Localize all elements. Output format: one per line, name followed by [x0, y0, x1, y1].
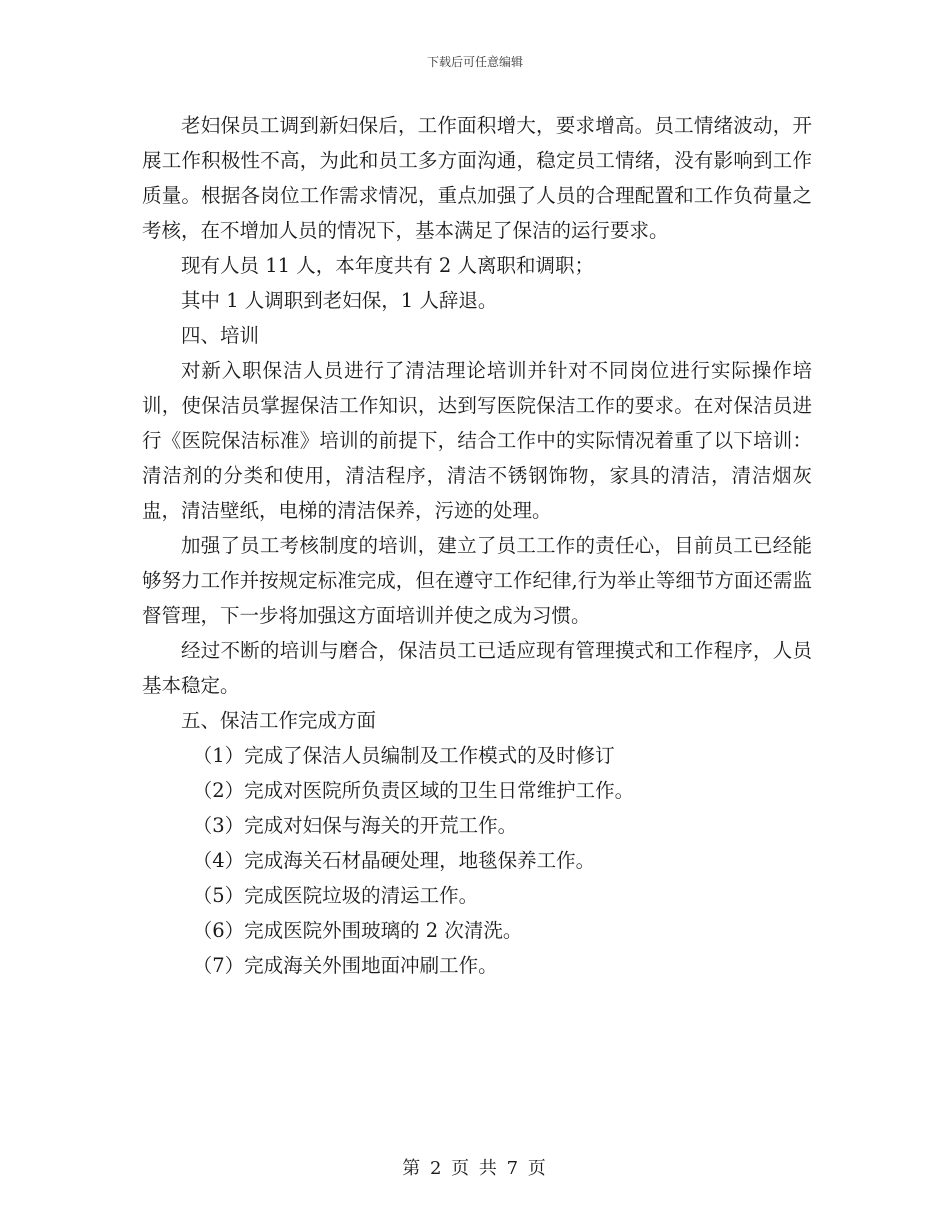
list-item: （5）完成医院垃圾的清运工作。: [192, 884, 479, 907]
document-body: [142, 108, 812, 983]
paragraph-assessment-training: 加强了员工考核制度的培训，建立了员工工作的责任心，目前员工已经能够努力工作并按规定标准完成，但在遵守工作纪律,行为举止等细节方面还需监督管理，下一步将加强这方面培训并使之成为习惯。: [142, 534, 812, 627]
paragraph-training-result: 经过不断的培训与磨合，保洁员工已适应现有管理摸式和工作程序，人员基本稳定。: [142, 639, 812, 697]
list-item: （4）完成海关石材晶硬处理，地毯保养工作。: [192, 849, 596, 872]
paragraph-training-content: 对新入职保洁人员进行了清洁理论培训并针对不同岗位进行实际操作培训，使保洁员掌握保洁工作知识，达到写医院保洁工作的要求。在对保洁员进行《医院保洁标准》培训的前提下，结合工作中的实际情况着重了以下培训：清洁剂的分类和使用，清洁程序，清洁不锈钢饰物，家具的清洁，清洁烟灰盅，清洁壁纸，电梯的清洁保养，污迹的处理。: [142, 359, 812, 522]
list-item: （3）完成对妇保与海关的开荒工作。: [192, 814, 518, 837]
section-heading-completion: 五、保洁工作完成方面: [181, 709, 377, 732]
section-heading-training: 四、培训: [181, 324, 260, 347]
list-item: （7）完成海关外围地面冲刷工作。: [192, 954, 498, 977]
paragraph-staff-changes: 其中 1 人调职到老妇保，1 人辞退。: [181, 289, 498, 312]
page-header-note: 下载后可任意编辑: [426, 55, 523, 69]
paragraph-staff-count: 现有人员 11 人，本年度共有 2 人离职和调职；: [181, 254, 595, 277]
list-item: （6）完成医院外围玻璃的 2 次清洗。: [192, 919, 523, 942]
paragraph-staff-adjustment: 老妇保员工调到新妇保后，工作面积增大，要求增高。员工情绪波动，开展工作积极性不高，为此和员工多方面沟通，稳定员工情绪，没有影响到工作质量。根据各岗位工作需求情况，重点加强了人员的合理配置和工作负荷量之考核，在不增加人员的情况下，基本满足了保洁的运行要求。: [142, 114, 812, 242]
list-item: （2）完成对医院所负责区域的卫生日常维护工作。: [192, 779, 635, 802]
list-item: （1）完成了保洁人员编制及工作模式的及时修订: [192, 744, 615, 767]
page-number-footer: 第 2 页 共 7 页: [402, 1158, 548, 1179]
